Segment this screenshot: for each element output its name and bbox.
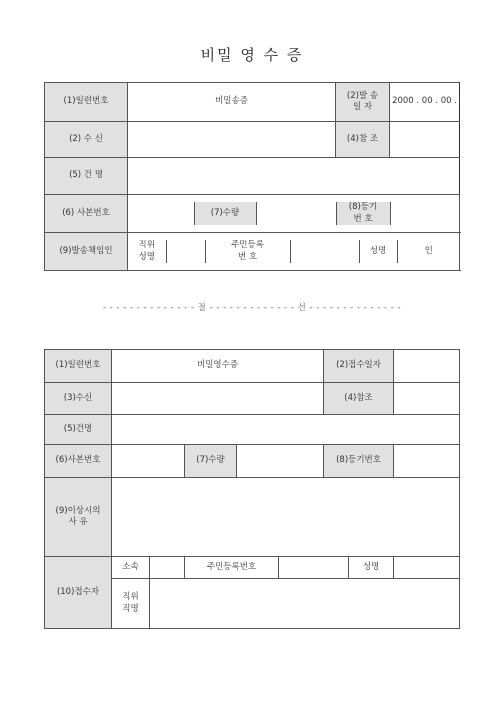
page-title: 비밀 영 수 증 bbox=[200, 46, 304, 64]
quantity-field-2[interactable] bbox=[237, 445, 324, 478]
recipient-field[interactable] bbox=[128, 122, 336, 158]
receipt-form-top bbox=[44, 82, 460, 271]
serial-number-label: (1)일련번호 bbox=[45, 83, 128, 122]
sender-row-inner bbox=[128, 240, 460, 263]
receiver-resident-no-label: 주민등록번호 bbox=[185, 557, 279, 579]
receiver-position-label-line1: 직위 bbox=[122, 592, 139, 603]
receiver-label: (10)접수자 bbox=[45, 557, 112, 629]
serial-number-label-2: (1)일련번호 bbox=[45, 350, 112, 383]
sender-resident-no-field[interactable] bbox=[290, 240, 359, 263]
receiver-resident-no-field[interactable] bbox=[279, 557, 349, 579]
serial-number-value-2: 비밀영수증 bbox=[112, 350, 324, 383]
copy-row-inner bbox=[128, 202, 460, 225]
receiver-position-field[interactable] bbox=[150, 579, 460, 629]
reference-field-2[interactable] bbox=[394, 383, 460, 415]
send-date-label bbox=[336, 83, 390, 122]
seal-mark: 인 bbox=[424, 245, 433, 256]
registration-number-label-line1: (8)등기 bbox=[348, 202, 378, 213]
reference-field[interactable] bbox=[390, 122, 460, 158]
receiver-position-label-line2: 직명 bbox=[122, 603, 139, 614]
cut-line-dashes-middle: - - - - - - - - - - - - - bbox=[209, 303, 295, 313]
receiver-name-field[interactable] bbox=[394, 557, 460, 579]
sender-position-label: 직위 bbox=[138, 240, 155, 251]
sender-row bbox=[128, 233, 460, 271]
sender-name-label: 성명 bbox=[138, 251, 155, 262]
copy-number-field[interactable] bbox=[128, 202, 194, 225]
irregularity-reason-field[interactable] bbox=[112, 478, 460, 557]
registration-number-label-line2: 번 호 bbox=[353, 213, 373, 224]
quantity-label: (7)수량 bbox=[194, 202, 256, 225]
cut-line-word-line: 선 bbox=[297, 303, 307, 313]
receive-date-field[interactable] bbox=[394, 350, 460, 383]
cut-line-dashes-left: - - - - - - - - - - - - - - bbox=[102, 303, 195, 313]
registration-number-field-2[interactable] bbox=[394, 445, 460, 478]
receipt-form-bottom bbox=[44, 349, 460, 629]
copy-number-label-2: (6)사본번호 bbox=[45, 445, 112, 478]
cut-line-word-cut: 절 bbox=[197, 303, 207, 313]
receiver-name-label: 성명 bbox=[349, 557, 394, 579]
quantity-field[interactable] bbox=[256, 202, 336, 225]
receiver-position-label bbox=[112, 579, 150, 629]
subject-field-2[interactable] bbox=[112, 415, 460, 445]
irregularity-reason-label bbox=[45, 478, 112, 557]
reference-label-2: (4)참조 bbox=[324, 383, 394, 415]
sender-resident-no-label bbox=[205, 240, 290, 263]
cut-line bbox=[40, 301, 464, 313]
registration-number-field[interactable] bbox=[390, 202, 460, 225]
sender-label: (9)발송책임인 bbox=[45, 233, 128, 271]
registration-number-label-2: (8)등기번호 bbox=[324, 445, 394, 478]
receive-date-label: (2)접수일자 bbox=[324, 350, 394, 383]
irregularity-reason-label-line1: (9)이상시의 bbox=[55, 505, 101, 516]
copy-number-field-2[interactable] bbox=[112, 445, 185, 478]
sender-resident-no-label-line2: 번 호 bbox=[237, 251, 258, 262]
send-date-label-line1: (2)발 송 bbox=[346, 90, 379, 101]
serial-number-value: 비밀송증 bbox=[128, 83, 336, 122]
subject-field[interactable] bbox=[128, 158, 460, 195]
sender-position-field[interactable] bbox=[166, 240, 205, 263]
registration-number-label bbox=[336, 202, 390, 225]
affiliation-field[interactable] bbox=[150, 557, 185, 579]
irregularity-reason-label-line2: 사 유 bbox=[68, 517, 88, 527]
recipient-field-2[interactable] bbox=[112, 383, 324, 415]
subject-label: (5) 건 명 bbox=[45, 158, 128, 195]
recipient-label: (2) 수 신 bbox=[45, 122, 128, 158]
sender-position-name-label bbox=[128, 240, 166, 263]
sender-name-label-2: 성명 bbox=[359, 240, 397, 263]
affiliation-label: 소속 bbox=[112, 557, 150, 579]
send-date-label-line2: 일 자 bbox=[352, 102, 373, 112]
recipient-label-2: (3)수신 bbox=[45, 383, 112, 415]
cut-line-dashes-right: - - - - - - - - - - - - - - bbox=[309, 303, 402, 313]
sender-resident-no-label-line1: 주민등록 bbox=[231, 240, 264, 251]
copy-quantity-reg-row bbox=[128, 195, 460, 233]
quantity-label-2: (7)수량 bbox=[185, 445, 237, 478]
subject-label-2: (5)건명 bbox=[45, 415, 112, 445]
reference-label: (4)참 조 bbox=[336, 122, 390, 158]
copy-number-label: (6) 사본번호 bbox=[45, 195, 128, 233]
send-date-field[interactable]: 2000 . 00 . 00 . bbox=[390, 83, 460, 122]
